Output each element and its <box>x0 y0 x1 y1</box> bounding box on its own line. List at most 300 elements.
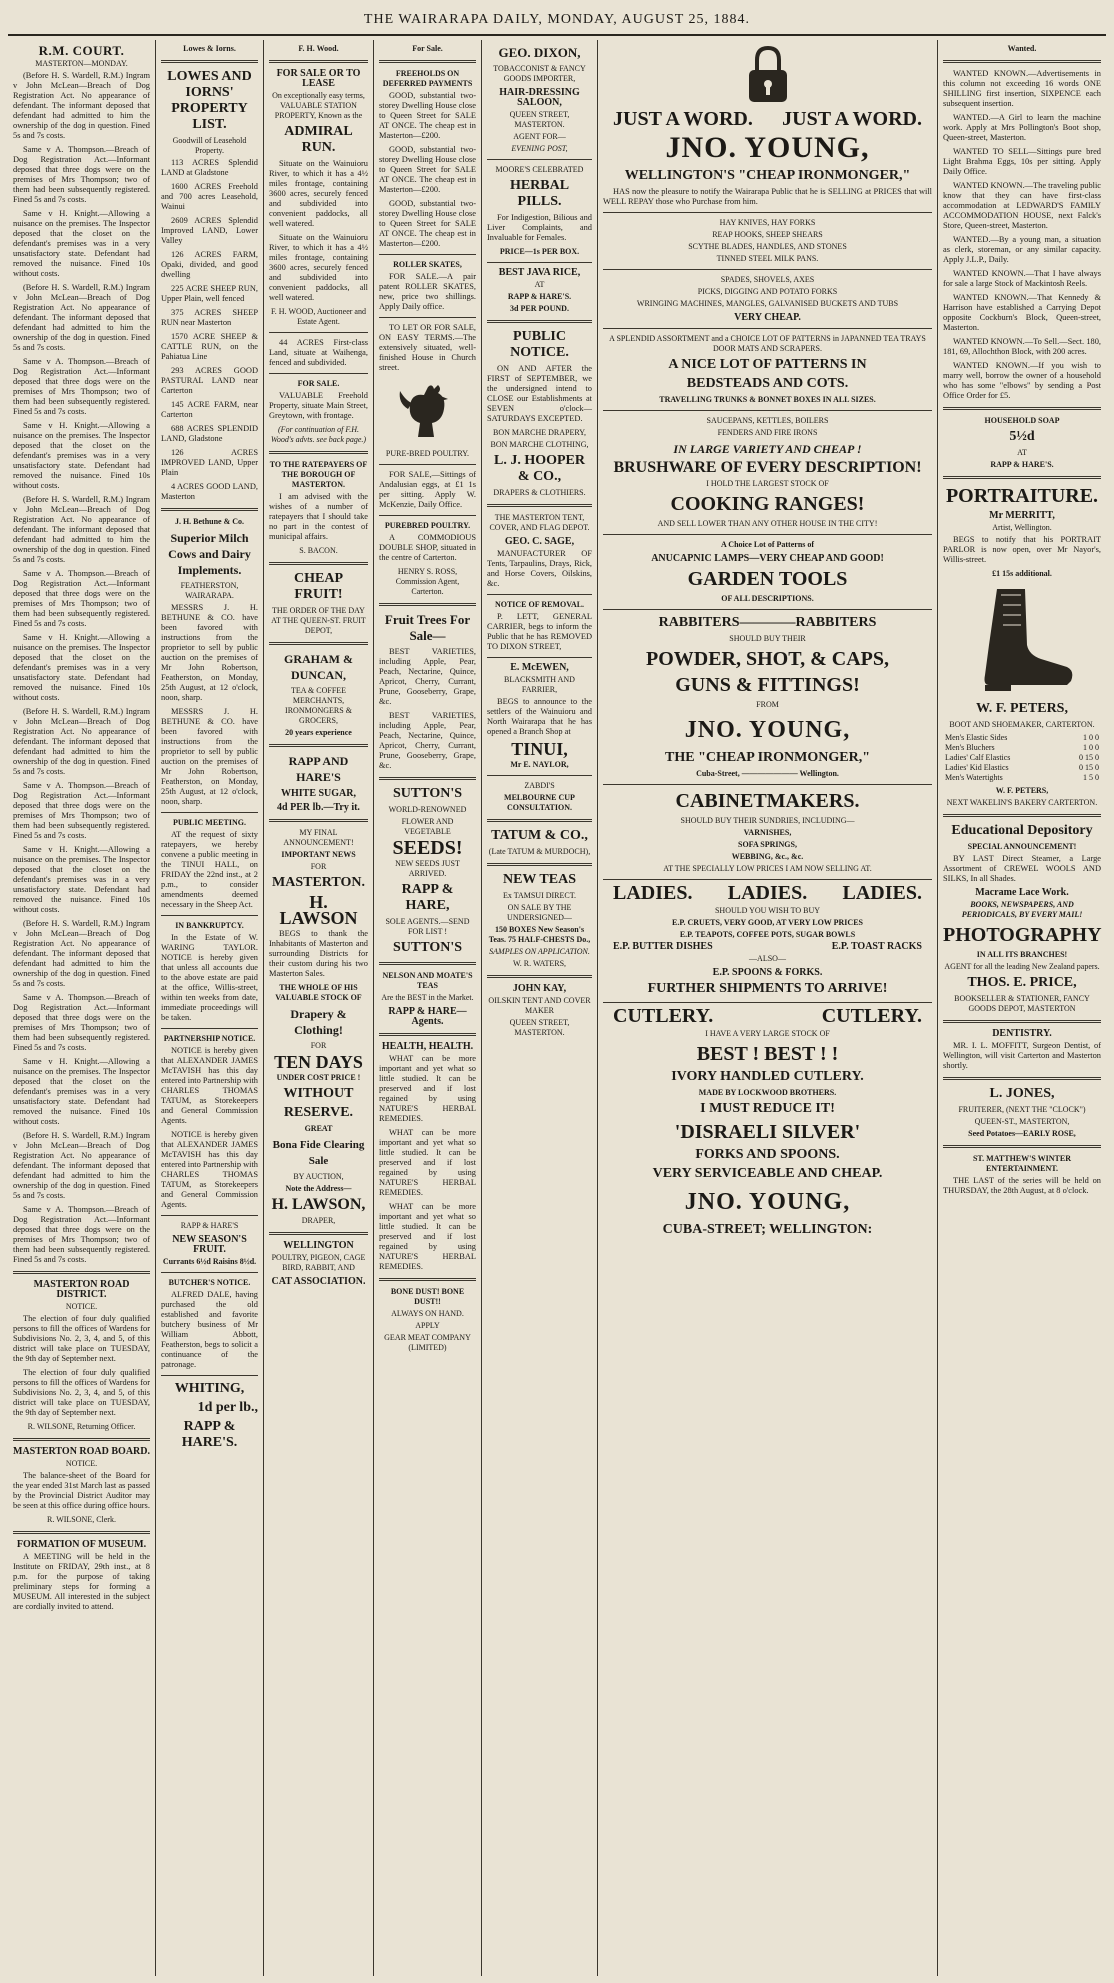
portraiture: PORTRAITURE. <box>945 485 1099 507</box>
divider <box>269 332 368 333</box>
lawson-name-2: H. LAWSON, <box>271 1196 366 1213</box>
balance-sheet-notice: The balance-sheet of the Board for the year ended 31st March last as passed by the Provincial District Auditor may be seen at this office during office hours. <box>13 1471 150 1510</box>
always-on-hand: ALWAYS ON HAND. <box>391 1309 464 1318</box>
wanted-heading: Wanted. <box>1007 44 1037 53</box>
melbourne-cup: MELBOURNE CUP CONSULTATION. <box>504 793 575 812</box>
divider <box>943 1077 1101 1080</box>
hay-knives: HAY KNIVES, HAY FORKS <box>719 218 816 227</box>
property-item: 4 ACRES GOOD LAND, Masterton <box>161 482 258 501</box>
should-buy: SHOULD BUY THEIR <box>729 634 806 643</box>
cuba-street-wellington: CUBA-STREET; WELLINGTON: <box>662 1222 873 1237</box>
suttons-2: SUTTON'S <box>393 940 462 955</box>
price-value: 1 0 0 <box>1083 733 1099 742</box>
divider <box>487 594 592 595</box>
cheap-fruit: CHEAP FRUIT! <box>294 571 343 602</box>
nelson-teas: NELSON AND MOATE'S TEAS <box>382 971 473 990</box>
price-row <box>943 743 1101 753</box>
partnership-body: NOTICE is hereby given that ALEXANDER JAMES McTAVISH has this day entered into Partnership with CHARLES THOMAS TATUM, as Storekeepers and General Commission Agents. <box>161 1046 258 1125</box>
picks: PICKS, DIGGING AND POTATO FORKS <box>697 287 838 296</box>
photography: PHOTOGRAPHY <box>943 924 1102 946</box>
brushware: BRUSHWARE OF EVERY DESCRIPTION! <box>613 459 922 476</box>
draper-label: DRAPER, <box>301 1216 336 1225</box>
winter-body: THE LAST of the series will be held on THURSDAY, the 28th August, at 8 o'clock. <box>943 1176 1101 1195</box>
wanted-4: WANTED KNOWN.—The traveling public know that they can have first-class accommodation at LEDWARD'S FAMILY ACCOMMODATION HOUSE, next Falck's Store, Queen-street, Masterton. <box>943 181 1101 230</box>
road-district-heading: MASTERTON ROAD DISTRICT. <box>33 1279 130 1300</box>
must-reduce: I MUST REDUCE IT! <box>700 1101 835 1116</box>
flower-vegetable: FLOWER AND VEGETABLE <box>401 817 454 836</box>
notice-label: NOTICE. <box>65 1302 98 1311</box>
sale-place: FEATHERSTON, WAIRARAPA. <box>180 581 239 600</box>
column-7 <box>938 40 1106 1976</box>
poultry-assoc: POULTRY, PIGEON, CAGE BIRD, RABBIT, AND <box>271 1253 366 1272</box>
tinned-pans: TINNED STEEL MILK PANS. <box>716 254 819 263</box>
graham-experience: 20 years experience <box>285 728 352 737</box>
large-variety: IN LARGE VARIETY AND CHEAP ! <box>673 442 862 456</box>
macrame-lace: Macrame Lace Work. <box>975 887 1069 898</box>
divider <box>603 534 932 535</box>
wish-to-buy: SHOULD YOU WISH TO BUY <box>714 906 821 915</box>
all-branches: IN ALL ITS BRANCHES! <box>976 950 1068 959</box>
wanted-2: WANTED.—A Girl to learn the machine work. Apply at Mrs Pollington's Boot shop, Queen-street, Masterton. <box>943 113 1101 142</box>
herbal-pills: HERBAL PILLS. <box>509 178 570 209</box>
rapp-hare-seeds: RAPP & HARE, <box>401 882 454 913</box>
divider <box>161 1028 258 1029</box>
drapery-clothing: Drapery & Clothing! <box>290 1007 347 1037</box>
tea-trays: A SPLENDID ASSORTMENT and a CHOICE LOT OF PATTERNS in JAPANNED TEA TRAYS DOOR MATS AND SCRAPERS. <box>609 334 926 353</box>
drapers-clothiers: DRAPERS & CLOTHIERS. <box>493 488 586 497</box>
rapp-hare-java: RAPP & HARE'S. <box>507 292 572 301</box>
fruit-trees-body-repeat: BEST VARIETIES, including Apple, Pear, Peach, Nectarine, Quince, Apricot, Cherry, Currant, Prune, Gooseberry, Grape, &c. <box>379 711 476 770</box>
whiting-price: 1d per lb., <box>197 1400 258 1415</box>
court-case-1-repeat-e: (Before H. S. Wardell, R.M.) Ingram v John McLean—Breach of Dog Registration Act. No appearance of defendant. The informant deposed that defendant had admitted to him the ownership of the dog in question. Fined 5s and 7s costs. <box>13 1131 150 1200</box>
ten-days: TEN DAYS <box>274 1052 363 1072</box>
evening-post: EVENING POST, <box>511 144 568 153</box>
divider <box>487 657 592 658</box>
divider <box>379 515 476 516</box>
roller-skates: ROLLER SKATES, <box>393 260 462 269</box>
public-meeting-heading: PUBLIC MEETING. <box>173 818 246 827</box>
wood-firm: F. H. Wood. <box>298 44 339 53</box>
divider <box>13 1438 150 1441</box>
toast-racks: E.P. TOAST RACKS <box>831 941 922 952</box>
price-item: Men's Elastic Sides <box>945 733 1008 742</box>
admiral-body: Situate on the Wainuioru River, to which it has a 4½ miles frontage, containing 3600 acres, securely fenced and subdivided into convenient paddocks, all well watered. <box>269 159 368 228</box>
serviceable: VERY SERVICEABLE AND CHEAP. <box>652 1166 883 1181</box>
agent-papers: AGENT for all the leading New Zealand papers. <box>944 962 1100 971</box>
court-case-2-repeat: Same v A. Thompson.—Breach of Dog Registration Act.—Informant deposed that three dogs were on the premises of Mrs Thompson; two of them had been subsequently registered. Fined 5s and 7s costs. <box>13 357 150 416</box>
on-sale-by: ON SALE BY THE UNDERSIGNED— <box>507 903 572 922</box>
price-value: 0 15 0 <box>1079 763 1099 772</box>
choice-lot: A Choice Lot of Patterns of <box>720 540 815 549</box>
court-case-2-repeat-b: Same v A. Thompson.—Breach of Dog Registration Act.—Informant deposed that three dogs were on the premises of Mrs Thompson; two of them had been subsequently registered. Fined 5s and 7s costs. <box>13 569 150 628</box>
sale-body-repeat: MESSRS J. H. BETHUNE & CO. have been favored with instructions from the proprietor to sell by public auction on the premises of Mr John Robertson, Featherston, on Monday, 25th August, at 12 o'clock, noon, sharp. <box>161 707 258 806</box>
sole-agents: SOLE AGENTS.—SEND FOR LIST ! <box>385 917 470 936</box>
java-at: AT <box>534 280 545 289</box>
hooper-name: L. J. HOOPER & CO., <box>493 453 585 484</box>
divider <box>161 60 258 63</box>
property-item: 1570 ACRE SHEEP & CATTLE RUN, on the Pahiatua Line <box>161 332 258 361</box>
new-teas: NEW TEAS <box>502 872 576 887</box>
divider <box>269 819 368 822</box>
cutlery-right: CUTLERY. <box>821 1005 922 1027</box>
for-sale-heading: For Sale. <box>412 44 443 53</box>
divider <box>379 317 476 318</box>
spoons-forks: E.P. SPOONS & FORKS. <box>712 967 823 978</box>
just-a-word-right: JUST A WORD. <box>782 108 922 130</box>
court-case-3-repeat-b: Same v H. Knight.—Allowing a nuisance on the premises. The Inspector deposed that the closet on the defendant's premises was in a very unsatisfactory state. Defendant had removed the nuisance. Fined 10s without costs. <box>13 633 150 702</box>
wanted-8: WANTED KNOWN.—To Sell.—Sect. 180, 181, 69, Allochthon Block, with 200 acres. <box>943 337 1101 356</box>
wood-signature: F. H. WOOD, Auctioneer and Estate Agent. <box>271 307 366 326</box>
divider <box>379 254 476 255</box>
herbal-price: PRICE—1s PER BOX. <box>499 247 580 256</box>
herbal-body: For Indigestion, Bilious and Liver Complaints, and Invaluable for Females. <box>487 213 592 242</box>
divider <box>487 320 592 323</box>
court-case-2-repeat-c: Same v A. Thompson.—Breach of Dog Registration Act.—Informant deposed that three dogs were on the premises of Mrs Thompson; two of them had been subsequently registered. Fined 5s and 7s costs. <box>13 781 150 840</box>
partnership-body-repeat: NOTICE is hereby given that ALEXANDER JAMES McTAVISH has this day entered into Partnership with CHARLES THOMAS TATUM, as Storekeepers and General Commission Agents. <box>161 1130 258 1209</box>
to-let-body: TO LET OR FOR SALE, ON EASY TERMS.—The extensively situated, well-finished House in Church street. <box>379 323 476 372</box>
bookseller: BOOKSELLER & STATIONER, FANCY GOODS DEPOT, MASTERTON <box>954 994 1090 1013</box>
price-name: THOS. E. PRICE, <box>967 975 1077 990</box>
wanted-5: WANTED.—By a young man, a situation as clerk, storeman, or any similar capacity. Apply J.L.P., Daily. <box>943 235 1101 264</box>
sage-sub: MANUFACTURER OF Tents, Tarpaulins, Drays, Rick, and Horse Covers, Oilskins, &c. <box>487 549 592 588</box>
divider <box>161 915 258 916</box>
java-price: 3d PER POUND. <box>510 304 569 313</box>
health-body: WHAT can be more important and yet what so little studied. It can be preserved and if lost regained by using NATURE'S HERBAL REMEDIES. <box>379 1054 476 1123</box>
ladies-2: LADIES. <box>727 882 808 904</box>
under-cost: UNDER COST PRICE ! <box>276 1073 361 1082</box>
court-case-3-repeat-d: Same v H. Knight.—Allowing a nuisance on the premises. The Inspector deposed that the closet on the defendant's premises was in a very unsatisfactory state. Defendant had removed the nuisance. Fined 10s without costs. <box>13 1057 150 1126</box>
divider <box>603 328 932 329</box>
waters-signature: W. R. WATERS, <box>512 959 567 968</box>
property-item: 293 ACRES GOOD PASTURAL LAND near Carterton <box>161 366 258 395</box>
cheap-ironmonger: WELLINGTON'S "CHEAP IRONMONGER," <box>624 168 911 183</box>
column-1 <box>8 40 156 1976</box>
column-3 <box>264 40 374 1976</box>
museum-heading: FORMATION OF MUSEUM. <box>16 1539 147 1550</box>
rapp-hare-soap: RAPP & HARE'S. <box>990 460 1054 469</box>
sugar-price: 4d PER lb.—Try it. <box>277 802 360 813</box>
new-seeds: NEW SEEDS JUST ARRIVED. <box>395 859 460 878</box>
health-body-repeat-b: WHAT can be more important and yet what so little studied. It can be preserved and if lost regained by using NATURE'S HERBAL REMEDIES. <box>379 1202 476 1271</box>
price-value: 1 5 0 <box>1083 773 1099 782</box>
property-item: 126 ACRES FARM, Opaki, divided, and good dwelling <box>161 250 258 279</box>
admiral-body-repeat: Situate on the Wainuioru River, to which it has a 4½ miles frontage, containing 3600 acres, securely fenced and subdivided into convenient paddocks, all well watered. <box>269 233 368 302</box>
divider <box>269 562 368 565</box>
scythe-blades: SCYTHE BLADES, HANDLES, AND STONES <box>688 242 847 251</box>
agent-for: AGENT FOR— <box>513 132 566 141</box>
divider <box>161 1375 258 1376</box>
divider <box>603 784 932 785</box>
divider <box>379 603 476 606</box>
currants-price: Currants 6½d Raisins 8½d. <box>162 1257 257 1266</box>
graham-duncan: GRAHAM & DUNCAN, <box>284 652 353 682</box>
property-item: 113 ACRES Splendid LAND at Gladstone <box>161 158 258 177</box>
teapots: E.P. TEAPOTS, COFFEE POTS, SUGAR BOWLS <box>679 930 856 939</box>
suttons: SUTTON'S <box>393 786 462 801</box>
rapp-agents: RAPP & HARE—Agents. <box>388 1006 467 1027</box>
sage-name: GEO. C. SAGE, <box>504 536 575 547</box>
lawson-name: H. LAWSON <box>279 892 358 928</box>
cooking-ranges: COOKING RANGES! <box>670 493 865 515</box>
young-body: HAS now the pleasure to notify the Wairarapa Public that he is SELLING at PRICES that will WELL REPAY those who Purchase from him. <box>603 187 932 206</box>
wanted-3: WANTED TO SELL—Sittings pure bred Light Brahma Eggs, 10s per sitting. Apply Daily Office. <box>943 147 1101 176</box>
pure-bred-poultry: PURE-BRED POULTRY. <box>385 449 470 458</box>
anucapnic-lamps: ANUCAPNIC LAMPS—VERY CHEAP AND GOOD! <box>651 553 884 564</box>
divider <box>269 1232 368 1235</box>
fruit-trees-body: BEST VARIETIES, including Apple, Pear, Peach, Nectarine, Quince, Apricot, Cherry, Currant, Prune, Gooseberry, Grape, &c. <box>379 647 476 706</box>
from-label: FROM <box>756 700 779 709</box>
guns-fittings: GUNS & FITTINGS! <box>675 674 860 696</box>
by-auction: BY AUCTION, <box>293 1172 344 1181</box>
very-cheap: VERY CHEAP. <box>734 312 801 323</box>
purebred-poultry-2: PUREBRED POULTRY. <box>384 521 471 530</box>
sale-sub: On exceptionally easy terms, VALUABLE STATION PROPERTY, Known as the <box>272 91 365 120</box>
educational-depository: Educational Depository <box>951 823 1093 838</box>
divider <box>603 1002 932 1003</box>
young-name-3: JNO. YOUNG, <box>684 1189 851 1215</box>
spades: SPADES, SHOVELS, AXES <box>720 275 815 284</box>
bankruptcy-body: In the Estate of W. WARING TAYLOR. NOTICE is hereby given that unless all accounts due to the above estate are paid at the office, Willis-street, within ten weeks from date, immediate proceedings will be taken. <box>161 933 258 1022</box>
edu-body: BY LAST Direct Steamer, a Large Assortment of CREWEL WOOLS AND SILKS, In all Shades. <box>943 854 1101 883</box>
moore-celebrated: MOORE'S CELEBRATED <box>495 165 584 174</box>
wanted-6: WANTED KNOWN.—That I have always for sale a large Stock of Mackintosh Reels. <box>943 269 1101 288</box>
for-sale-label: FOR SALE. <box>297 379 340 388</box>
household-soap: HOUSEHOLD SOAP <box>984 416 1060 425</box>
divider <box>487 819 592 822</box>
divider <box>161 508 258 511</box>
soap-at: AT <box>1017 448 1027 457</box>
divider <box>487 159 592 160</box>
rm-court-heading: R.M. COURT. <box>38 43 125 58</box>
world-renowned: WORLD-RENOWNED <box>388 805 467 814</box>
sofa-springs: SOFA SPRINGS, <box>738 840 797 849</box>
bon-marche-drapery: BON MARCHE DRAPERY, <box>493 428 586 437</box>
property-item: 375 ACRES SHEEP RUN near Masterton <box>161 308 258 327</box>
milch-cows-title: Superior Milch Cows and Dairy Implements. <box>168 531 251 577</box>
price-item: Ladies' Calf Elastics <box>945 753 1011 762</box>
divider <box>487 863 592 866</box>
price-value: 1 0 0 <box>1083 743 1099 752</box>
ex-tamsui: Ex TAMSUI DIRECT. <box>502 891 577 900</box>
ratepayers-body: I am advised with the wishes of a number of ratepayers that I should take no part in the contest of municipal affairs. <box>269 492 368 541</box>
continuation-note: (For continuation of F.H. Wood's advts. see back page.) <box>270 425 367 444</box>
court-case-1-repeat-d: (Before H. S. Wardell, R.M.) Ingram v John McLean—Breach of Dog Registration Act. No appearance of defendant. The informant deposed that defendant had admitted to him the ownership of the dog in question. Fined 5s and 7s costs. <box>13 919 150 988</box>
butter-toast-row <box>613 942 922 952</box>
saucepans: SAUCEPANS, KETTLES, BOILERS <box>706 416 829 425</box>
wanted-1: WANTED KNOWN.—Advertisements in this column not exceeding 16 words ONE SHILLING first insertion, SIXPENCE each subsequent insertion. <box>943 69 1101 108</box>
divider <box>269 60 368 63</box>
graham-sub: TEA & COFFEE MERCHANTS, IRONMONGERS & GROCERS, <box>285 686 352 725</box>
webbing: WEBBING, &c., &c. <box>731 852 804 861</box>
rooster-icon <box>398 379 458 443</box>
columns <box>8 40 1106 1976</box>
also-label: —ALSO— <box>749 954 786 963</box>
divider <box>379 1278 476 1281</box>
great-label: GREAT <box>304 1124 333 1133</box>
divider <box>603 269 932 270</box>
roller-body: FOR SALE.—A pair patent ROLLER SKATES, new, price two shillings. Apply Daily office. <box>379 272 476 311</box>
mcewen-body: BEGS to announce to the settlers of the Wainuioru and North Wairarapa that he has opened a Branch Shop at <box>487 697 592 736</box>
divider <box>379 777 476 780</box>
court-case-1: (Before H. S. Wardell, R.M.) Ingram v John McLean—Breach of Dog Registration Act. No appearance of defendant. The informant deposed that defendant had admitted to him the ownership of the dog in question. Fined 5s and 7s costs. <box>13 71 150 140</box>
tinui: TINUI, <box>511 739 568 759</box>
just-a-word-left: JUST A WORD. <box>613 108 753 130</box>
rabbiters: RABBITERS————RABBITERS <box>658 615 877 630</box>
dixon-address: QUEEN STREET, MASTERTON. <box>509 110 570 129</box>
sundries: SHOULD BUY THEIR SUNDRIES, INCLUDING— <box>680 816 855 825</box>
samples: SAMPLES ON APPLICATION. <box>489 947 590 956</box>
ivory-cutlery: IVORY HANDLED CUTLERY. <box>671 1069 864 1084</box>
fruit-trees: Fruit Trees For Sale— <box>384 612 471 643</box>
just-a-word-row <box>613 108 922 130</box>
property-item: 1600 ACRES Freehold and 700 acres Leasehold, Wainui <box>161 182 258 211</box>
ross-signature: HENRY S. ROSS, Commission Agent, Carterton. <box>395 567 460 596</box>
new-season-fruit: NEW SEASON'S FRUIT. <box>172 1234 247 1255</box>
public-notice: PUBLIC NOTICE. <box>510 329 569 360</box>
divider <box>13 1531 150 1534</box>
tatum-sub: (Late TATUM & MURDOCH), <box>488 847 591 856</box>
nice-lot: A NICE LOT OF PATTERNS IN <box>668 357 867 372</box>
rm-court-dateline: MASTERTON—MONDAY. <box>35 59 128 68</box>
whiting-label: WHITING, <box>174 1381 245 1396</box>
divider <box>269 642 368 645</box>
court-case-3: Same v H. Knight.—Allowing a nuisance on the premises. The Inspector deposed that the closet on the defendant's premises was in a very unsatisfactory state. Defendant had removed the nuisance. Fined 10s without costs. <box>13 209 150 278</box>
peters-name: W. F. PETERS, <box>976 701 1068 716</box>
sell-lower: AND SELL LOWER THAN ANY OTHER HOUSE IN THE CITY! <box>657 519 878 528</box>
column-4 <box>374 40 482 1976</box>
soap-price: 5½d <box>1009 429 1035 444</box>
merritt-body: BEGS to notify that his PORTRAIT PARLOR is now open, over Mr Nayor's, Willis-street. <box>943 535 1101 564</box>
masthead-rule <box>8 34 1106 36</box>
note-address: Note the Address— <box>285 1184 352 1193</box>
property-list <box>161 158 258 502</box>
kay-name: JOHN KAY, <box>512 983 567 994</box>
dixon-sub: TOBACCONIST & FANCY GOODS IMPORTER, <box>493 64 586 83</box>
lowes-iorns-firm: Lowes & Iorns. <box>183 44 236 53</box>
for-days-label: FOR <box>310 1041 327 1050</box>
bone-dust: BONE DUST! BONE DUST!! <box>390 1287 465 1306</box>
butter-dishes: E.P. BUTTER DISHES <box>613 941 713 952</box>
ladies-1: LADIES. <box>613 882 693 904</box>
acres-44: 44 ACRES First-class Land, situate at Waihenga, fenced and subdivided. <box>269 338 368 367</box>
garden-tools: GARDEN TOOLS <box>687 568 848 590</box>
divider <box>161 812 258 813</box>
divider <box>379 60 476 63</box>
column-6 <box>598 40 938 1976</box>
hairdressing: HAIR-DRESSING SALOON, <box>499 87 580 108</box>
returning-officer: R. WILSONE, Returning Officer. <box>27 1422 136 1431</box>
for-label: FOR <box>310 862 327 871</box>
bedsteads: BEDSTEADS AND COTS. <box>686 376 849 391</box>
price-row <box>943 753 1101 763</box>
wellington-label: WELLINGTON <box>283 1240 354 1251</box>
naylor-name: Mr E. NAYLOR, <box>510 760 569 769</box>
jones-name: L. JONES, <box>989 1086 1055 1101</box>
dentistry: DENTISTRY. <box>992 1028 1052 1039</box>
for-sale-body: VALUABLE Freehold Property, situate Main Street, Greytown, with frontage. <box>269 391 368 420</box>
price-item: Men's Watertights <box>945 773 1003 782</box>
travelling-trunks: TRAVELLING TRUNKS & BONNET BOXES IN ALL SIZES. <box>659 395 876 404</box>
dixon-name: GEO. DIXON, <box>498 45 581 60</box>
andalusian-eggs: FOR SALE,—Sittings of Andalusian eggs, at £1 1s per sitting. Apply W. McKenzie, Daily Office. <box>379 470 476 509</box>
rapp-hare-label: RAPP & HARE'S <box>180 1221 239 1230</box>
kay-address: QUEEN STREET, MASTERTON. <box>509 1018 570 1037</box>
divider <box>603 410 932 411</box>
column-2 <box>156 40 264 1976</box>
rapp-hare-white: RAPP AND HARE'S <box>288 754 349 784</box>
peters-sub: BOOT AND SHOEMAKER, CARTERTON. <box>949 720 1095 729</box>
divider <box>269 451 368 454</box>
ratepayers-heading: TO THE RATEPAYERS OF THE BOROUGH OF MASTERTON. <box>269 460 368 489</box>
divider <box>487 975 592 978</box>
divider <box>13 1271 150 1274</box>
wringing: WRINGING MACHINES, MANGLES, GALVANISED BUCKETS AND TUBS <box>636 299 899 308</box>
boot-icon <box>967 585 1077 695</box>
bacon-signature: S. BACON. <box>299 546 338 555</box>
divider <box>603 212 932 213</box>
sale-body: MESSRS J. H. BETHUNE & CO. have been favored with instructions from the proprietor to sell by public auction on the premises of Mr John Robertson, Featherston, on Monday, 25th August, at 12 o'clock, noon, sharp. <box>161 603 258 702</box>
divider <box>943 476 1101 479</box>
chests: 150 BOXES New Season's Teas. 75 HALF-CHESTS Do., <box>488 925 591 944</box>
freeholds-body: GOOD, substantial two-storey Dwelling House close to Queen Street for SALE AT ONCE. The cheap est in Masterton—£200. <box>379 91 476 140</box>
winter-entertainment: ST. MATTHEW'S WINTER ENTERTAINMENT. <box>972 1154 1072 1173</box>
without-label: WITHOUT <box>283 1086 354 1101</box>
divider <box>943 1020 1101 1023</box>
price-item: Men's Bluchers <box>945 743 995 752</box>
property-item: 126 ACRES IMPROVED LAND, Upper Plain <box>161 448 258 477</box>
court-case-1-repeat-c: (Before H. S. Wardell, R.M.) Ingram v John McLean—Breach of Dog Registration Act. No appearance of defendant. The informant deposed that defendant had admitted to him the ownership of the dog in question. Fined 5s and 7s costs. <box>13 707 150 776</box>
lockwood: MADE BY LOCKWOOD BROTHERS. <box>698 1088 837 1097</box>
varnishes: VARNISHES, <box>743 828 792 837</box>
enlargement-price: £1 15s additional. <box>992 569 1052 578</box>
freeholds-body-repeat: GOOD, substantial two-storey Dwelling House close to Queen Street for SALE AT ONCE. The cheap est in Masterton—£200. <box>379 145 476 194</box>
removal-notice: NOTICE OF REMOVAL. <box>494 600 585 609</box>
public-meeting-body: AT the request of sixty ratepayers, we hereby convene a public meeting in the TINUI HALL, on FRIDAY the 22nd inst., at 2 p.m., to consider amendments deemed necessary in the Sheep Act. <box>161 830 258 909</box>
whiting-firm: RAPP & HARE'S. <box>181 1419 238 1450</box>
court-case-2: Same v A. Thompson.—Breach of Dog Registration Act.—Informant deposed that three dogs were on the premises of Mrs Thompson; two of them had been subsequently registered. Fined 5s and 7s costs. <box>13 145 150 204</box>
gear-meat: GEAR MEAT COMPANY (LIMITED) <box>384 1333 471 1352</box>
merritt-name: Mr MERRITT, <box>989 510 1055 521</box>
best-in-market: Are the BEST in the Market. <box>381 993 474 1002</box>
newspapers-periodicals: BOOKS, NEWSPAPERS, AND PERIODICALS, BY EVERY MAIL! <box>961 900 1083 919</box>
cabinetmakers: CABINETMAKERS. <box>675 790 860 812</box>
court-case-1-repeat: (Before H. S. Wardell, R.M.) Ingram v John McLean—Breach of Dog Registration Act. No appearance of defendant. The informant deposed that defendant had admitted to him the ownership of the dog in question. Fined 5s and 7s costs. <box>13 283 150 352</box>
zabdi: ZABDI'S <box>524 781 555 790</box>
divider <box>487 775 592 776</box>
court-case-3-repeat: Same v H. Knight.—Allowing a nuisance on the premises. The Inspector deposed that the closet on the defendant's premises was in a very unsatisfactory state. Defendant had removed the nuisance. Fined 10s without costs. <box>13 421 150 490</box>
cuba-street: Cuba-Street, ——————— Wellington. <box>696 769 839 778</box>
whole-stock: THE WHOLE OF HIS VALUABLE STOCK OF <box>275 983 362 1002</box>
fruiterer: FRUITERER, (NEXT THE "CLOCK") <box>958 1105 1086 1114</box>
sale-or-lease: FOR SALE OR TO LEASE <box>276 68 361 89</box>
final-announcement: MY FINAL ANNOUNCEMENT! <box>283 828 354 847</box>
divider <box>943 407 1101 410</box>
price-row <box>943 733 1101 743</box>
election-notice-repeat: The election of four duly qualified persons to fill the offices of Wardens for Subdivisions No. 2, 3, 4, and 5, of this district will take place on TUESDAY, the 9th day of September next. <box>13 1368 150 1417</box>
peters-name-2: W. F. PETERS, <box>995 786 1049 795</box>
mcewen-sub: BLACKSMITH AND FARRIER, <box>504 675 575 694</box>
masthead: THE WAIRARAPA DAILY, MONDAY, AUGUST 25, 1884. <box>363 12 751 27</box>
divider <box>487 504 592 507</box>
lawson-body: BEGS to thank the Inhabitants of Masterton and surrounding Districts for their custom during his two Masterton Sales. <box>269 929 368 978</box>
ladies-3: LADIES. <box>842 882 922 904</box>
further-shipments: FURTHER SHIPMENTS TO ARRIVE! <box>647 981 888 996</box>
disraeli-silver: 'DISRAELI SILVER' <box>674 1121 861 1143</box>
divider <box>161 1272 258 1273</box>
election-notice: The election of four duly qualified persons to fill the offices of Wardens for Subdivisions No. 2, 3, 4, and 5, of this district will take place on TUESDAY, the 9th day of September next. <box>13 1314 150 1363</box>
column-5 <box>482 40 598 1976</box>
divider <box>603 609 932 610</box>
